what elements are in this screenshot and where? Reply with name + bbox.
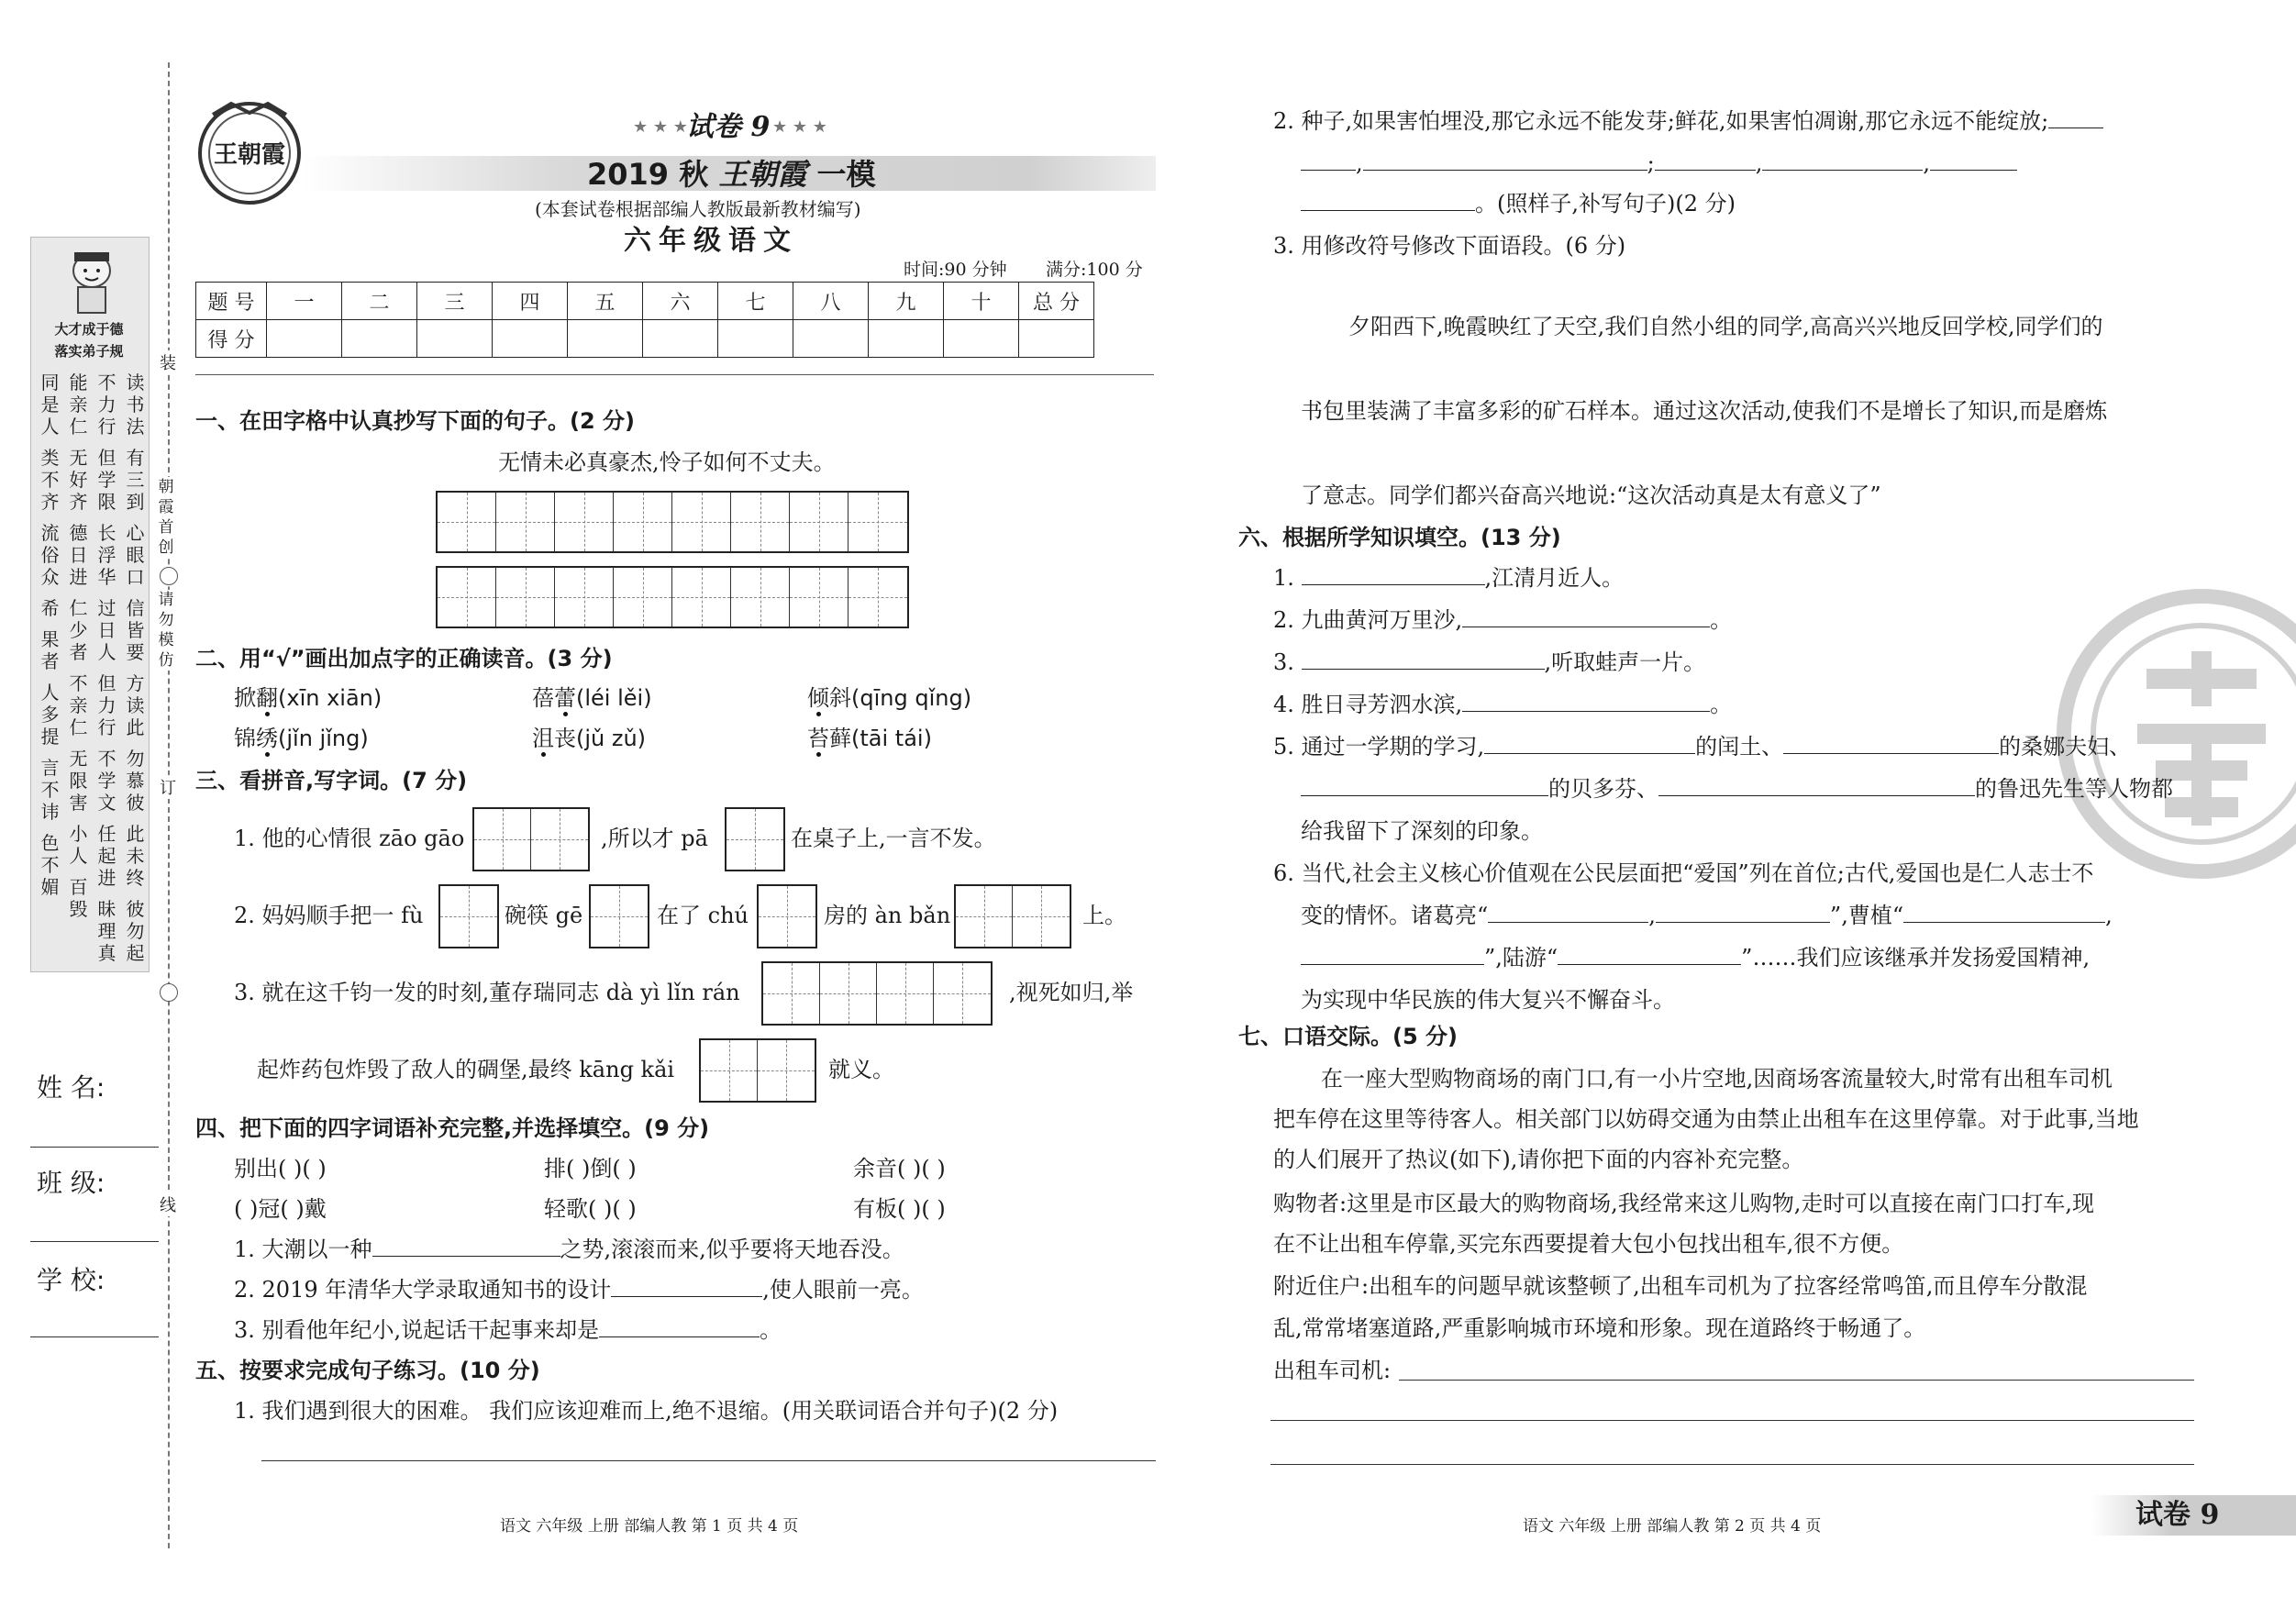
s3-line2-e: 上。 xyxy=(1082,903,1126,928)
s4-q2: 2. 2019 年清华大学录取通知书的设计 ,使人眼前一亮。 xyxy=(234,1277,924,1303)
s6-q5-line3: 给我留下了深刻的印象。 xyxy=(1301,818,1543,844)
s6-q6-blank-d[interactable] xyxy=(1301,944,1484,965)
score-col: 七 xyxy=(718,283,793,320)
score-col: 九 xyxy=(869,283,944,320)
score-col: 六 xyxy=(643,283,718,320)
score-table-row-score xyxy=(196,320,1094,358)
tianzige-dayilinran[interactable] xyxy=(761,961,993,1026)
s3-line4-b: 就义。 xyxy=(828,1057,894,1082)
tianzige-kangkai[interactable] xyxy=(699,1038,816,1103)
s6-q5-blank-a[interactable] xyxy=(1484,733,1695,754)
score-col: 八 xyxy=(793,283,869,320)
s5-q2-blank-e[interactable] xyxy=(1762,150,1923,171)
s5-q3: 3. 用修改符号修改下面语段。(6 分) xyxy=(1273,233,1626,259)
s6-q6-line2: 变的情怀。诸葛亮“ , ”,曹植“ , xyxy=(1301,903,2113,928)
score-col: 二 xyxy=(342,283,417,320)
exam-title xyxy=(587,156,876,193)
tianzige-fu[interactable] xyxy=(438,884,499,948)
tianzige-pa[interactable] xyxy=(725,807,785,871)
score-cell[interactable] xyxy=(417,320,493,358)
s5-q2-line3: 。(照样子,补写句子)(2 分) xyxy=(1301,189,1736,218)
class-label: 班 级: xyxy=(37,1168,105,1198)
binding-circle-2 xyxy=(160,983,178,1002)
score-col: 四 xyxy=(493,283,568,320)
s6-q5-blank-c[interactable] xyxy=(1301,775,1548,796)
s6-q5-blank-d[interactable] xyxy=(1658,775,1975,796)
s6-q6: 6. 当代,社会主义核心价值观在公民层面把“爱国”列在首位;古代,爱国也是仁人志士不 xyxy=(1273,860,2094,886)
idiom-5[interactable]: 轻歌( )( ) xyxy=(544,1196,637,1222)
s3-line3-a: 3. 就在这千钧一发的时刻,董存瑞同志 dà yì lǐn rán xyxy=(234,980,740,1005)
s3-line2-b: 碗筷 gē xyxy=(505,903,583,928)
header-rule xyxy=(195,374,1154,375)
score-cell[interactable] xyxy=(568,320,643,358)
binding-line xyxy=(168,62,170,1548)
binding-label-ding: 订 xyxy=(158,775,178,799)
s7-shopper: 购物者:这里是市区最大的购物商场,我经常来这儿购物,走时可以直接在南门口打车,现 xyxy=(1273,1191,2094,1216)
binding-label-mofang: 请勿模仿 xyxy=(156,590,176,671)
s6-q6-line3: ”,陆游“ ”……我们应该继承并发扬爱国精神, xyxy=(1301,943,2090,972)
sidebar-slogan-2: 落实弟子规 xyxy=(54,343,124,360)
score-col: 五 xyxy=(568,283,643,320)
section-7-heading: 七、口语交际。(5 分) xyxy=(1238,1024,1458,1049)
score-cell[interactable] xyxy=(267,320,342,358)
s3-line1-b: ,所以才 pā xyxy=(601,826,708,851)
school-label: 学 校: xyxy=(37,1265,105,1295)
s6-q6-line4: 为实现中华民族的伟大复兴不懈奋斗。 xyxy=(1301,987,1675,1013)
class-input-line[interactable] xyxy=(30,1241,159,1242)
exam-number: 试卷 9 xyxy=(686,111,771,143)
score-cell[interactable] xyxy=(643,320,718,358)
time-info: 时间:90 分钟 xyxy=(904,260,1007,280)
s7-answer-line-1[interactable] xyxy=(1399,1380,2194,1381)
s5-q2: 2. 种子,如果害怕埋没,那它永远不能发芽;鲜花,如果害怕凋谢,那它永远不能绽放; xyxy=(1273,106,2103,136)
s7-resident-2: 乱,常常堵塞道路,严重影响城市环境和形象。现在道路终于畅通了。 xyxy=(1273,1315,1926,1341)
right-footer: 语文 六年级 上册 部编人教 第 2 页 共 4 页 xyxy=(1523,1517,1822,1536)
s6-q4: 4. 胜日寻芳泗水滨, 。 xyxy=(1273,692,1733,717)
section-1-heading: 一、在田字格中认真抄写下面的句子。(2 分) xyxy=(195,408,635,434)
section-3-heading: 三、看拼音,写字词。(7 分) xyxy=(195,768,468,793)
tianzige-zaogao[interactable] xyxy=(472,807,590,871)
s3-line1-c: 在桌子上,一言不发。 xyxy=(791,826,996,851)
s7-para-2: 把车停在这里等待客人。相关部门以妨碍交通为由禁止出租车在这里停靠。对于此事,当地 xyxy=(1273,1106,2139,1132)
s6-q3-blank[interactable] xyxy=(1302,649,1545,670)
corner-label: 试卷 9 xyxy=(2135,1499,2220,1531)
s5-q1: 1. 我们遇到很大的困难。 我们应该迎难而上,绝不退缩。(用关联词语合并句子)(2 分) xyxy=(234,1398,1059,1424)
s6-q1: 1. ,江清月近人。 xyxy=(1273,565,1625,591)
s5-q2-blank-c[interactable] xyxy=(1363,150,1647,171)
svg-text:王朝霞: 王朝霞 xyxy=(213,141,286,169)
copy-sentence: 无情未必真豪杰,怜子如何不丈夫。 xyxy=(498,449,836,475)
score-cell[interactable] xyxy=(493,320,568,358)
edit-paragraph-3: 了意志。同学们都兴奋高兴地说:“这次活动真是太有意义了” xyxy=(1301,482,1881,508)
exam-subtitle: (本套试卷根据部编人教版最新教材编写) xyxy=(535,198,861,220)
s6-q5-blank-b[interactable] xyxy=(1783,733,1999,754)
s6-q1-blank[interactable] xyxy=(1302,564,1485,585)
pinyin-item-3[interactable]: 倾斜(qīng qǐng) xyxy=(807,685,972,711)
s6-q2-blank[interactable] xyxy=(1462,606,1710,627)
s6-q4-blank[interactable] xyxy=(1462,691,1710,712)
score-cell[interactable] xyxy=(793,320,869,358)
sidebar-motto xyxy=(40,372,145,964)
s7-answer-line-2[interactable] xyxy=(1270,1420,2194,1421)
idiom-4[interactable]: ( )冠( )戴 xyxy=(234,1196,327,1222)
tianzige-row-2[interactable] xyxy=(436,566,909,628)
pinyin-item-1[interactable]: 掀翻(xīn xiān) xyxy=(234,685,383,711)
header-stars-left: ★ ★ ★ xyxy=(633,117,688,137)
score-cell[interactable] xyxy=(1019,320,1094,358)
binding-circle-1 xyxy=(160,567,178,585)
title-year: 2019 秋 xyxy=(587,157,709,192)
score-col: 总 分 xyxy=(1019,283,1094,320)
exam-subject: 六年级语文 xyxy=(624,225,798,257)
s6-q6-blank-e[interactable] xyxy=(1558,944,1741,965)
s6-q5: 5. 通过一学期的学习, 的闰土、 的桑娜夫妇、 xyxy=(1273,734,2132,760)
s6-q6-blank-b[interactable] xyxy=(1656,902,1830,923)
tianzige-row-1[interactable] xyxy=(436,491,909,553)
tianzige-ge[interactable] xyxy=(589,884,649,948)
s4-q1-blank[interactable] xyxy=(372,1236,560,1257)
s7-answer-line-3[interactable] xyxy=(1270,1464,2194,1465)
s6-q3: 3. ,听取蛙声一片。 xyxy=(1273,649,1706,675)
s5-q2-blank-b[interactable] xyxy=(1301,150,1356,171)
score-cell[interactable] xyxy=(869,320,944,358)
motto-col: 不力行 但学限 长浮华 过日人 但力行 不学文 任起进 昧理真 xyxy=(97,372,116,964)
motto-col: 读书法 有三到 心眼口 信皆要 方读此 勿慕彼 此未终 彼勿起 xyxy=(126,372,145,964)
name-label: 姓 名: xyxy=(37,1072,105,1103)
score-header-label: 题 号 xyxy=(196,283,267,320)
s7-driver-label: 出租车司机: xyxy=(1273,1358,1392,1383)
s3-line2-a: 2. 妈妈顺手把一 fù xyxy=(234,903,424,928)
title-brand: 王朝霞 xyxy=(718,157,807,192)
s6-q6-blank-c[interactable] xyxy=(1903,902,2105,923)
s5-q2-line2: , ; , , xyxy=(1301,149,2017,178)
s7-resident: 附近住户:出租车的问题早就该整顿了,出租车司机为了拉客经常鸣笛,而且停车分散混 xyxy=(1273,1273,2088,1299)
school-input-line[interactable] xyxy=(30,1336,159,1337)
motto-col: 同是人 类不齐 流俗众 希 果者 人多提 言不讳 色不媚 xyxy=(40,372,60,898)
sidebar-slogan-1: 大才成于德 xyxy=(54,321,124,338)
s5-q2-blank-f[interactable] xyxy=(1930,150,2017,171)
s5-q2-blank-d[interactable] xyxy=(1655,150,1756,171)
header-stars-right: ★ ★ ★ xyxy=(772,117,827,137)
s4-q3: 3. 别看他年纪小,说起话干起事来却是 。 xyxy=(234,1317,782,1343)
s3-line3-b: ,视死如归,举 xyxy=(1009,980,1134,1005)
s5-q2-blank-a[interactable] xyxy=(2048,107,2103,128)
s6-q2: 2. 九曲黄河万里沙, 。 xyxy=(1273,607,1733,633)
tianzige-anban[interactable] xyxy=(954,884,1071,948)
section-4-heading: 四、把下面的四字词语补充完整,并选择填空。(9 分) xyxy=(195,1115,710,1141)
s6-q5-line2: 的贝多芬、 的鲁迅先生等人物都 xyxy=(1301,774,2173,804)
s5-q1-answer-line[interactable] xyxy=(261,1460,1156,1461)
s5-q2-blank-g[interactable] xyxy=(1301,190,1475,211)
score-table xyxy=(195,282,1094,358)
score-info: 满分:100 分 xyxy=(1046,260,1143,280)
score-cell[interactable] xyxy=(944,320,1019,358)
binding-label-zhuang: 装 xyxy=(158,350,178,374)
pinyin-item-5[interactable]: 沮丧(jǔ zǔ) xyxy=(532,726,647,751)
score-col: 一 xyxy=(267,283,342,320)
name-input-line[interactable] xyxy=(30,1147,159,1148)
section-5-heading: 五、按要求完成句子练习。(10 分) xyxy=(195,1358,540,1383)
score-cell[interactable] xyxy=(718,320,793,358)
s3-line4-a: 起炸药包炸毁了敌人的碉堡,最终 kāng kǎi xyxy=(257,1057,675,1082)
idiom-2[interactable]: 排( )倒( ) xyxy=(544,1156,637,1181)
binding-label-xian: 线 xyxy=(158,1192,178,1216)
edit-paragraph-1: 夕阳西下,晚霞映红了天空,我们自然小组的同学,高高兴兴地反回学校,同学们的 xyxy=(1348,314,2103,339)
motto-col: 能亲仁 无好齐 德日进 仁少者 不亲仁 无限害 小人 百毁 xyxy=(69,372,88,920)
section-6-heading: 六、根据所学知识填空。(13 分) xyxy=(1238,525,1561,550)
score-col: 十 xyxy=(944,283,1019,320)
score-col: 三 xyxy=(417,283,493,320)
s3-line2-d: 房的 àn bǎn xyxy=(824,903,951,928)
tianzige-chu[interactable] xyxy=(757,884,817,948)
s3-line2-c: 在了 chú xyxy=(657,903,749,928)
section-2-heading: 二、用“√”画出加点字的正确读音。(3 分) xyxy=(195,646,613,671)
s4-q1: 1. 大潮以一种 之势,滚滚而来,似乎要将天地吞没。 xyxy=(234,1237,904,1262)
s4-q3-blank[interactable] xyxy=(599,1316,760,1337)
binding-label-chuangzuo: 朝霞首创 xyxy=(156,477,176,558)
s3-line1-a: 1. 他的心情很 zāo gāo xyxy=(234,826,465,851)
score-table-row-header xyxy=(196,283,1094,320)
edit-paragraph-2: 书包里装满了丰富多彩的矿石样本。通过这次活动,使我们不是增长了知识,而是磨炼 xyxy=(1301,398,2108,424)
logo-seal xyxy=(194,96,305,206)
title-suffix: 一模 xyxy=(816,157,876,192)
pinyin-item-2[interactable]: 蓓蕾(léi lěi) xyxy=(532,685,652,711)
pinyin-item-6[interactable]: 苔藓(tāi tái) xyxy=(807,726,932,751)
score-cell[interactable] xyxy=(342,320,417,358)
pinyin-item-4[interactable]: 锦绣(jǐn jǐng) xyxy=(234,726,369,751)
secret-stamp-icon xyxy=(2055,587,2296,881)
idiom-1[interactable]: 别出( )( ) xyxy=(234,1156,327,1181)
s7-para-1: 在一座大型购物商场的南门口,有一小片空地,因商场客流量较大,时常有出租车司机 xyxy=(1321,1066,2113,1092)
left-footer: 语文 六年级 上册 部编人教 第 1 页 共 4 页 xyxy=(500,1517,799,1536)
s7-para-3: 的人们展开了热议(如下),请你把下面的内容补充完整。 xyxy=(1273,1147,1804,1172)
idiom-6[interactable]: 有板( )( ) xyxy=(853,1196,946,1222)
s4-q2-blank[interactable] xyxy=(611,1276,762,1297)
score-row-label: 得 分 xyxy=(196,320,267,358)
s7-shopper-2: 在不让出租车停靠,买完东西要提着大包小包找出租车,很不方便。 xyxy=(1273,1231,1904,1257)
sidebar-cartoon xyxy=(50,243,133,316)
s6-q6-blank-a[interactable] xyxy=(1488,902,1648,923)
idiom-3[interactable]: 余音( )( ) xyxy=(853,1156,946,1181)
